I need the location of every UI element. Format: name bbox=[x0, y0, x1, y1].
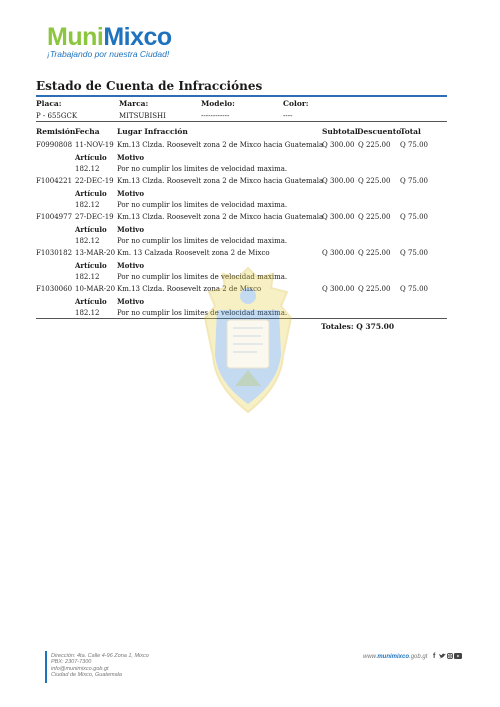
row-remision: F1030182 bbox=[36, 249, 73, 257]
row-fecha: 22-DEC-19 bbox=[75, 177, 114, 185]
footer-website-link[interactable] bbox=[363, 654, 427, 660]
row-descuento: Q 225.00 bbox=[358, 213, 391, 221]
row-motivo: Por no cumplir los limites de velocidad maxima. bbox=[117, 309, 288, 317]
modelo-label: Modelo: bbox=[201, 99, 235, 108]
row-articulo: 182.12 bbox=[75, 165, 100, 173]
footer-phone: PBX: 2307-7300 bbox=[51, 659, 92, 666]
row-descuento: Q 225.00 bbox=[358, 141, 391, 149]
totals-value: Totales: Q 375.00 bbox=[321, 322, 395, 331]
header-fecha: Fecha bbox=[75, 127, 100, 136]
row-lugar: Km. 13 Calzada Roosevelt zona 2 de Mixco bbox=[117, 249, 270, 257]
row-lugar: Km.13 Clzda. Roosevelt zona 2 de Mixco hacia Guatemala bbox=[117, 141, 324, 149]
header-descuento: Descuento bbox=[357, 127, 402, 136]
row-articulo: 182.12 bbox=[75, 201, 100, 209]
row-motivo-label: Motivo bbox=[117, 297, 145, 306]
row-subtotal: Q 300.00 bbox=[322, 177, 355, 185]
row-fecha: 27-DEC-19 bbox=[75, 213, 114, 221]
modelo-value: ------------ bbox=[201, 112, 230, 120]
logo-tagline: ¡Trabajando por nuestra Ciudad! bbox=[47, 49, 170, 59]
row-total: Q 75.00 bbox=[400, 141, 429, 149]
row-remision: F1004221 bbox=[36, 177, 73, 185]
row-total: Q 75.00 bbox=[400, 177, 429, 185]
marca-label: Marca: bbox=[119, 99, 149, 108]
munimixco-logo bbox=[47, 24, 172, 59]
color-value: ---- bbox=[283, 112, 293, 120]
instagram-icon[interactable] bbox=[447, 653, 453, 661]
footer-accent-bar bbox=[45, 651, 47, 683]
row-fecha: 11-NOV-19 bbox=[75, 141, 114, 149]
row-subtotal: Q 300.00 bbox=[322, 285, 355, 293]
youtube-icon[interactable] bbox=[454, 653, 462, 661]
page-title: Estado de Cuenta de Infracciónes bbox=[36, 79, 263, 93]
marca-value: MITSUBISHI bbox=[119, 112, 166, 120]
row-motivo-label: Motivo bbox=[117, 153, 145, 162]
row-articulo-label: Artículo bbox=[75, 261, 107, 270]
row-total: Q 75.00 bbox=[400, 213, 429, 221]
row-articulo-label: Artículo bbox=[75, 153, 107, 162]
row-motivo: Por no cumplir los limites de velocidad maxima. bbox=[117, 273, 288, 281]
row-articulo: 182.12 bbox=[75, 237, 100, 245]
row-fecha: 10-MAR-20 bbox=[75, 285, 116, 293]
row-fecha: 13-MAR-20 bbox=[75, 249, 116, 257]
row-lugar: Km.13 Clzda. Roosevelt zona 2 de Mixco hacia Guatemala bbox=[117, 177, 324, 185]
facebook-icon[interactable]: f bbox=[433, 653, 436, 660]
row-motivo-label: Motivo bbox=[117, 261, 145, 270]
web-suffix: .gob.gt bbox=[409, 654, 428, 660]
web-prefix: www. bbox=[363, 654, 378, 660]
municipal-seal-watermark bbox=[203, 266, 293, 416]
vehicle-divider bbox=[36, 121, 447, 122]
row-articulo: 182.12 bbox=[75, 273, 100, 281]
footer-address-line: Dirección: 4ta. Calle 4-96 Zona 1, Mixco bbox=[51, 653, 149, 659]
row-articulo: 182.12 bbox=[75, 309, 100, 317]
row-lugar: Km.13 Clzda. Roosevelt zona 2 de Mixco bbox=[117, 285, 262, 293]
row-remision: F0990808 bbox=[36, 141, 73, 149]
header-remision: Remisión bbox=[36, 127, 76, 136]
row-subtotal: Q 300.00 bbox=[322, 213, 355, 221]
row-articulo-label: Artículo bbox=[75, 297, 107, 306]
twitter-icon[interactable] bbox=[439, 653, 446, 661]
logo-muni: Muni bbox=[47, 23, 104, 51]
header-total: Total bbox=[400, 127, 421, 136]
row-articulo-label: Artículo bbox=[75, 189, 107, 198]
row-remision: F1004977 bbox=[36, 213, 73, 221]
title-divider bbox=[36, 95, 447, 97]
row-articulo-label: Artículo bbox=[75, 225, 107, 234]
footer-address bbox=[51, 653, 149, 679]
row-descuento: Q 225.00 bbox=[358, 177, 391, 185]
row-total: Q 75.00 bbox=[400, 285, 429, 293]
row-motivo: Por no cumplir los limites de velocidad maxima. bbox=[117, 237, 288, 245]
row-subtotal: Q 300.00 bbox=[322, 249, 355, 257]
logo-wordmark bbox=[47, 24, 172, 50]
row-motivo: Por no cumplir los limites de velocidad maxima. bbox=[117, 165, 288, 173]
row-total: Q 75.00 bbox=[400, 249, 429, 257]
footer-city: Ciudad de Mixco, Guatemala bbox=[51, 672, 122, 679]
header-lugar: Lugar Infracción bbox=[117, 127, 188, 136]
logo-mixco: Mixco bbox=[103, 23, 172, 51]
placa-label: Placa: bbox=[36, 99, 62, 108]
row-descuento: Q 225.00 bbox=[358, 285, 391, 293]
row-descuento: Q 225.00 bbox=[358, 249, 391, 257]
placa-value: P - 655GCK bbox=[36, 112, 78, 120]
web-brand: munimixco bbox=[377, 654, 410, 660]
footer-email[interactable]: info@munimixco.gob.gt bbox=[51, 665, 109, 672]
row-remision: F1030060 bbox=[36, 285, 73, 293]
row-motivo: Por no cumplir los limites de velocidad maxima. bbox=[117, 201, 288, 209]
color-label: Color: bbox=[283, 99, 309, 108]
row-subtotal: Q 300.00 bbox=[322, 141, 355, 149]
header-subtotal: Subtotal bbox=[322, 127, 358, 136]
row-motivo-label: Motivo bbox=[117, 189, 145, 198]
row-lugar: Km.13 Clzda. Roosevelt zona 2 de Mixco hacia Guatemala bbox=[117, 213, 324, 221]
row-motivo-label: Motivo bbox=[117, 225, 145, 234]
